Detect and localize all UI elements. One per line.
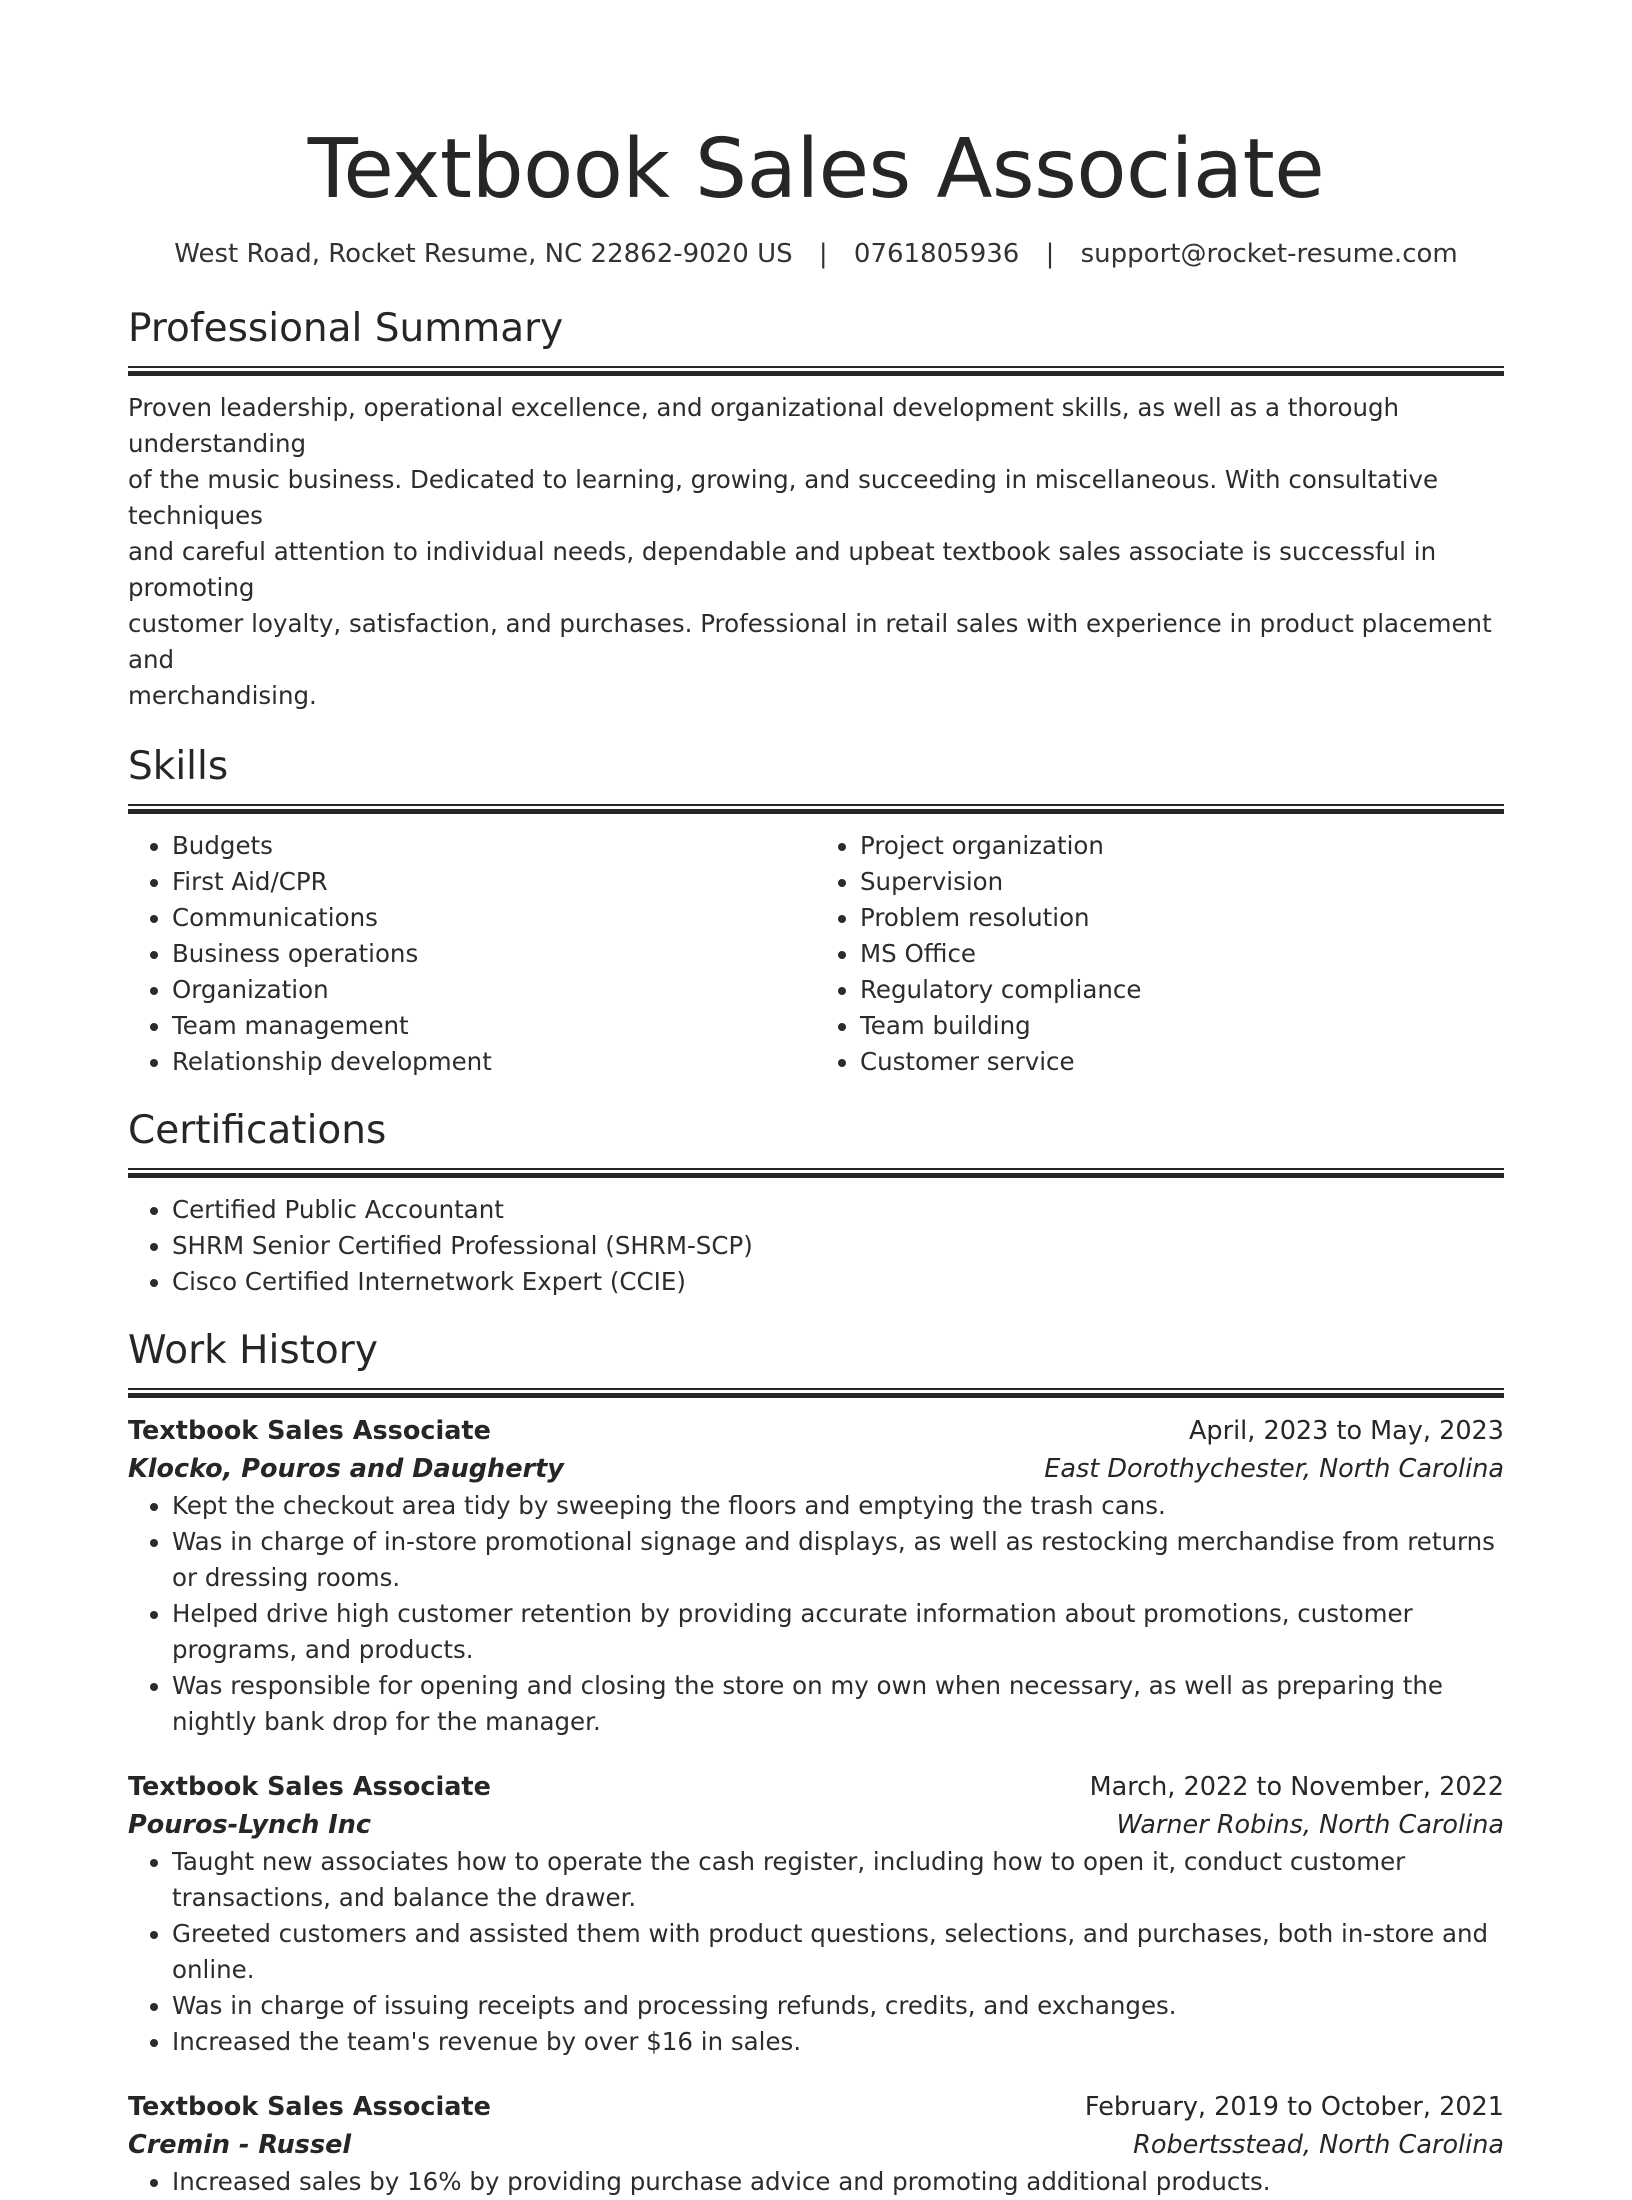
section-heading-certifications: Certifications: [128, 1108, 387, 1153]
job-bullet: • Kept the checkout area tidy by sweeping the floors and emptying the trash cans.: [172, 1488, 1504, 1524]
summary-line: of the music business. Dedicated to learning, growing, and succeeding in miscellaneous. With consultative techniques: [128, 465, 1439, 530]
job-location: Warner Robins, North Carolina: [1116, 1810, 1504, 1840]
summary-text: [128, 390, 1504, 714]
job-bullet-list: [128, 1844, 1504, 2060]
skill-item: • Problem resolution: [860, 900, 1504, 936]
certification-item: • SHRM Senior Certified Professional (SHRM-SCP): [172, 1228, 1504, 1264]
skill-item: • Relationship development: [172, 1044, 816, 1080]
resume-content: [128, 118, 1504, 2200]
certification-item: • Cisco Certified Internetwork Expert (CCIE): [172, 1264, 1504, 1300]
job-header: [128, 1412, 1504, 1450]
skills-grid: [128, 828, 1504, 1080]
skill-item: • Business operations: [172, 936, 816, 972]
skills-section: [128, 742, 1504, 1080]
job-company: Klocko, Pouros and Daugherty: [128, 1454, 564, 1484]
contact-separator: |: [1045, 239, 1055, 269]
job-company: Cremin - Russel: [128, 2130, 352, 2160]
skills-list-right: [816, 828, 1504, 1080]
job-bullet: • Taught new associates how to operate the cash register, including how to open it, conduct customer transactions, and balance the drawer.: [172, 1844, 1504, 1916]
job-bullet: • Was in charge of issuing receipts and processing refunds, credits, and exchanges.: [172, 1988, 1504, 2024]
job-bullet: • Increased the team's revenue by over $16 in sales.: [172, 2024, 1504, 2060]
contact-phone: 0761805936: [853, 239, 1020, 269]
section-divider: [128, 1388, 1504, 1398]
section-heading-skills: Skills: [128, 744, 229, 789]
job-entry: [128, 1412, 1504, 1740]
job-bullet: • Increased sales by 16% by providing purchase advice and promoting additional products.: [172, 2164, 1504, 2200]
skills-list-left: [128, 828, 816, 1080]
job-bullet-list: [128, 1488, 1504, 1740]
certification-item: • Certified Public Accountant: [172, 1192, 1504, 1228]
job-dates: March, 2022 to November, 2022: [1089, 1772, 1504, 1802]
job-bullet: • Was in charge of in-store promotional signage and displays, as well as restocking merchandise from returns or dressing rooms.: [172, 1524, 1504, 1596]
skill-item: • Budgets: [172, 828, 816, 864]
certifications-list: [128, 1192, 1504, 1300]
job-header: [128, 1768, 1504, 1806]
job-entry: [128, 1768, 1504, 2060]
skill-item: • First Aid/CPR: [172, 864, 816, 900]
skill-item: • Project organization: [860, 828, 1504, 864]
certifications-section: [128, 1106, 1504, 1300]
summary-line: Proven leadership, operational excellence, and organizational development skills, as well as a thorough understanding: [128, 393, 1400, 458]
job-dates: April, 2023 to May, 2023: [1188, 1416, 1504, 1446]
job-subheader: [128, 1806, 1504, 1844]
skill-item: • Supervision: [860, 864, 1504, 900]
job-title: Textbook Sales Associate: [128, 1416, 491, 1446]
resume-title: Textbook Sales Associate: [307, 122, 1325, 217]
summary-section: [128, 304, 1504, 714]
contact-separator: |: [818, 239, 828, 269]
skill-item: • Communications: [172, 900, 816, 936]
job-location: Robertsstead, North Carolina: [1133, 2130, 1504, 2160]
job-title: Textbook Sales Associate: [128, 2092, 491, 2122]
section-heading-work-history: Work History: [128, 1328, 378, 1373]
contact-email: support@rocket-resume.com: [1080, 239, 1458, 269]
job-dates: February, 2019 to October, 2021: [1084, 2092, 1504, 2122]
section-heading-summary: Professional Summary: [128, 306, 564, 351]
section-divider: [128, 1168, 1504, 1178]
contact-address: West Road, Rocket Resume, NC 22862-9020 US: [174, 239, 793, 269]
job-entry: [128, 2088, 1504, 2200]
job-subheader: [128, 1450, 1504, 1488]
job-bullet: • Helped drive high customer retention by providing accurate information about promotions, customer programs, and products.: [172, 1596, 1504, 1668]
job-company: Pouros-Lynch Inc: [128, 1810, 371, 1840]
skill-item: • Organization: [172, 972, 816, 1008]
skill-item: • Team building: [860, 1008, 1504, 1044]
summary-line: customer loyalty, satisfaction, and purchases. Professional in retail sales with experience in product placement and: [128, 609, 1492, 674]
job-title: Textbook Sales Associate: [128, 1772, 491, 1802]
job-bullet: • Was responsible for opening and closing the store on my own when necessary, as well as preparing the nightly bank drop for the manager.: [172, 1668, 1504, 1740]
summary-line: merchandising.: [128, 681, 317, 710]
skill-item: • Customer service: [860, 1044, 1504, 1080]
work-history-section: [128, 1326, 1504, 2200]
section-divider: [128, 366, 1504, 376]
contact-line: [128, 236, 1504, 272]
skill-item: • Regulatory compliance: [860, 972, 1504, 1008]
section-divider: [128, 804, 1504, 814]
skill-item: • MS Office: [860, 936, 1504, 972]
skill-item: • Team management: [172, 1008, 816, 1044]
job-header: [128, 2088, 1504, 2126]
summary-line: and careful attention to individual needs, dependable and upbeat textbook sales associate is successful in promoting: [128, 537, 1437, 602]
job-bullet-list: [128, 2164, 1504, 2200]
job-location: East Dorothychester, North Carolina: [1044, 1454, 1504, 1484]
job-subheader: [128, 2126, 1504, 2164]
job-bullet: • Greeted customers and assisted them with product questions, selections, and purchases, both in-store and online.: [172, 1916, 1504, 1988]
